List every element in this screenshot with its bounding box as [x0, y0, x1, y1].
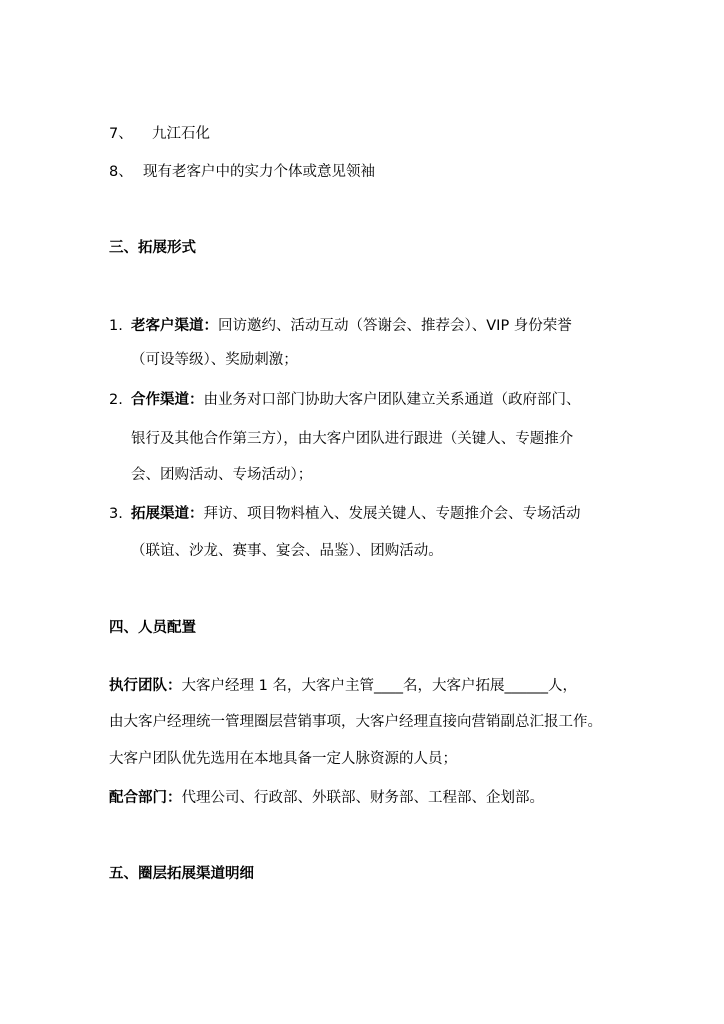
paragraph-line: [109, 788, 544, 808]
item-text: 由业务对口部门协助大客户团队建立关系通道（政府部门、: [203, 392, 581, 408]
item-text-continuation: 银行及其他合作第三方），由大客户团队进行跟进（关键人、专题推介: [131, 431, 574, 447]
section-heading: 五、圈层拓展渠道明细: [109, 866, 254, 882]
list-item-number: 1.: [109, 318, 123, 334]
dept-label: 配合部门：: [109, 790, 182, 806]
list-item-number: 2.: [109, 392, 123, 408]
paragraph-line: [109, 676, 577, 696]
paragraph-line: 大客户团队优先选用在本地具备一定人脉资源的人员；: [109, 751, 457, 767]
item-label: 合作渠道：: [131, 392, 204, 408]
paragraph-line: 由大客户经理统一管理圈层营销事项，大客户经理直接向营销副总汇报工作。: [109, 714, 602, 730]
dept-text: 代理公司、行政部、外联部、财务部、工程部、企划部。: [181, 790, 544, 806]
section-heading: 四、人员配置: [109, 620, 196, 636]
list-item-number: 3.: [109, 506, 123, 522]
list-item-text: 九江石化: [152, 126, 210, 142]
list-item-text: 现有老客户中的实力个体或意见领袖: [143, 164, 375, 180]
item-text: 拜访、项目物料植入、发展关键人、专题推介会、专场活动: [203, 506, 581, 522]
team-label: 执行团队：: [109, 678, 182, 694]
list-item-number: 7、: [109, 126, 133, 142]
item-text-continuation: （联谊、沙龙、赛事、宴会、品鉴）、团购活动。: [131, 543, 443, 559]
item-text: 回访邀约、活动互动（答谢会、推荐会）、VIP 身份荣誉: [218, 318, 572, 334]
item-label: 老客户渠道：: [131, 318, 218, 334]
list-item-number: 8、: [109, 164, 133, 180]
item-text-continuation: 会、团购活动、专场活动）；: [131, 467, 313, 483]
team-text: 大客户经理 1 名，大客户主管____名，大客户拓展______人，: [181, 678, 577, 694]
item-text-continuation: （可设等级）、奖励刺激；: [131, 352, 298, 368]
item-label: 拓展渠道：: [131, 506, 204, 522]
section-heading: 三、拓展形式: [109, 240, 196, 256]
